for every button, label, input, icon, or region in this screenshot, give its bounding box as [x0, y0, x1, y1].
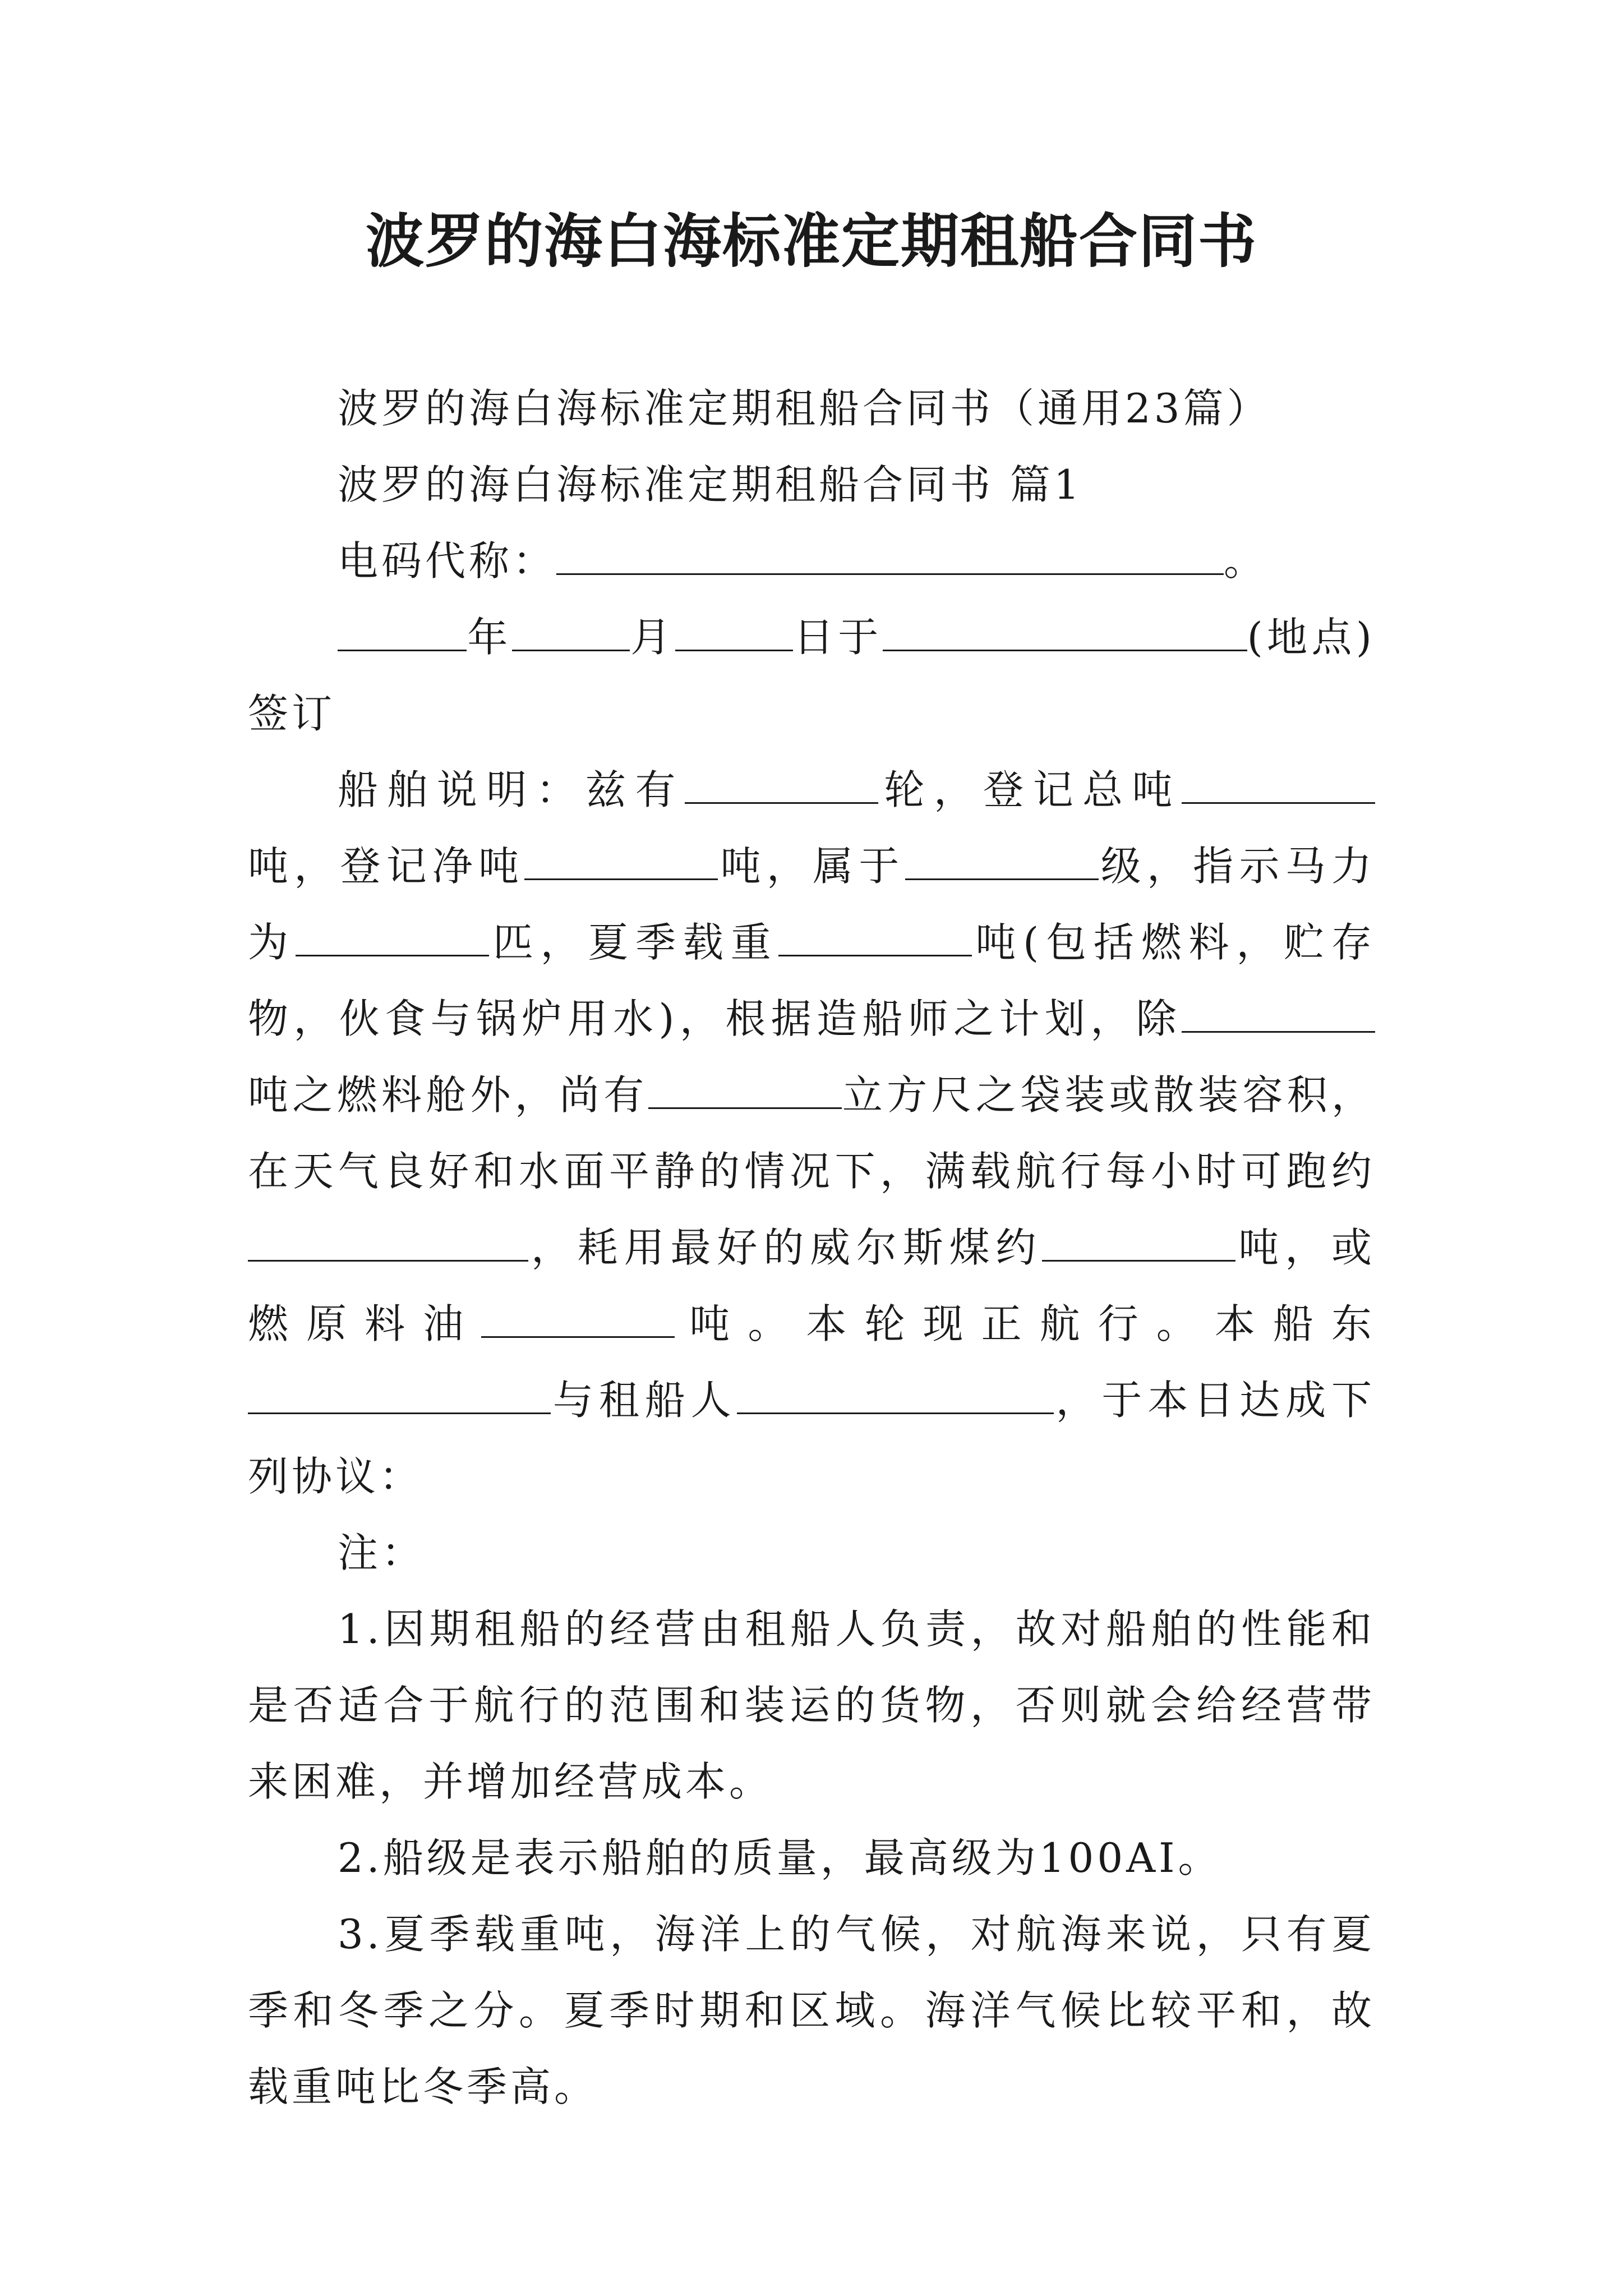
- ship-name-blank: [685, 767, 878, 804]
- ship-text: ，耗用最好的威尔斯煤约: [528, 1224, 1043, 1271]
- ship-text: 与租船人: [551, 1377, 737, 1424]
- code-blank: [556, 539, 1224, 575]
- note-item: 3.夏季载重吨，海洋上的气候，对航海来说，只有夏季和冬季之分。夏季时期和区域。海洋气候比较平和，故载重吨比冬季高。: [248, 1911, 1375, 2110]
- document-body: [248, 370, 1375, 2125]
- ship-text: 立方尺之袋装或散装容积，在天气良好和水面平静的情况下，满载航行每小时可跑约: [248, 1071, 1375, 1195]
- ship-text: 吨。本轮现正航行。本船东: [675, 1300, 1375, 1347]
- ship-text: 吨之燃料舱外，尚有: [248, 1071, 648, 1119]
- ship-text: 船舶说明：兹有: [338, 766, 685, 813]
- net-tonnage-blank: [524, 844, 718, 880]
- owner-blank: [248, 1378, 551, 1414]
- ship-text: 匹，夏季载重: [488, 919, 778, 966]
- ship-text: 吨，登记净吨: [248, 843, 525, 890]
- ship-text: 吨，属于: [718, 843, 905, 890]
- note-item: 2.船级是表示船舶的质量，最高级为100AI。: [338, 1834, 1222, 1881]
- ship-description: [248, 752, 1375, 1515]
- year-blank: [338, 615, 467, 651]
- deadweight-blank: [778, 920, 972, 956]
- charterer-blank: [737, 1378, 1054, 1414]
- class-blank: [905, 844, 1099, 880]
- coal-blank: [1042, 1225, 1235, 1262]
- ship-text: 级，指示马力为: [248, 843, 1375, 966]
- year-label: 年: [467, 614, 512, 661]
- day-blank: [675, 615, 793, 651]
- ship-text: 吨(包括燃料，贮存物，伙食与锅炉用水)，根据造船师之计划，除: [248, 919, 1375, 1042]
- oil-blank: [481, 1301, 675, 1338]
- day-label: 日于: [792, 614, 883, 661]
- place-label: (地点)签订: [248, 614, 1375, 737]
- date-line: [248, 599, 1375, 752]
- code-end: 。: [1224, 537, 1268, 585]
- horsepower-blank: [296, 920, 489, 956]
- subtitle: 波罗的海白海标准定期租船合同书（通用23篇）: [338, 385, 1271, 432]
- place-blank: [883, 615, 1247, 651]
- document-title: 波罗的海白海标准定期租船合同书: [365, 206, 1257, 275]
- capacity-blank: [648, 1073, 842, 1109]
- ship-text: 轮，登记总吨: [878, 766, 1182, 813]
- speed-blank: [248, 1225, 528, 1262]
- ship-text: 吨，或燃原料油: [248, 1224, 1375, 1347]
- gross-tonnage-blank: [1182, 767, 1375, 804]
- ship-text: ，于本日达成下列协议：: [248, 1377, 1375, 1500]
- note-label: 注：: [338, 1529, 426, 1576]
- fuel-tonnage-blank: [1182, 996, 1375, 1033]
- month-label: 月: [629, 614, 675, 661]
- month-blank: [512, 615, 630, 651]
- code-line: [248, 523, 1375, 599]
- section-heading: 波罗的海白海标准定期租船合同书 篇1: [338, 461, 1083, 508]
- code-label: 电码代称：: [338, 537, 557, 585]
- note-item: 1.因期租船的经营由租船人负责，故对船舶的性能和是否适合于航行的范围和装运的货物，否则就会给经营带来困难，并增加经营成本。: [248, 1605, 1375, 1805]
